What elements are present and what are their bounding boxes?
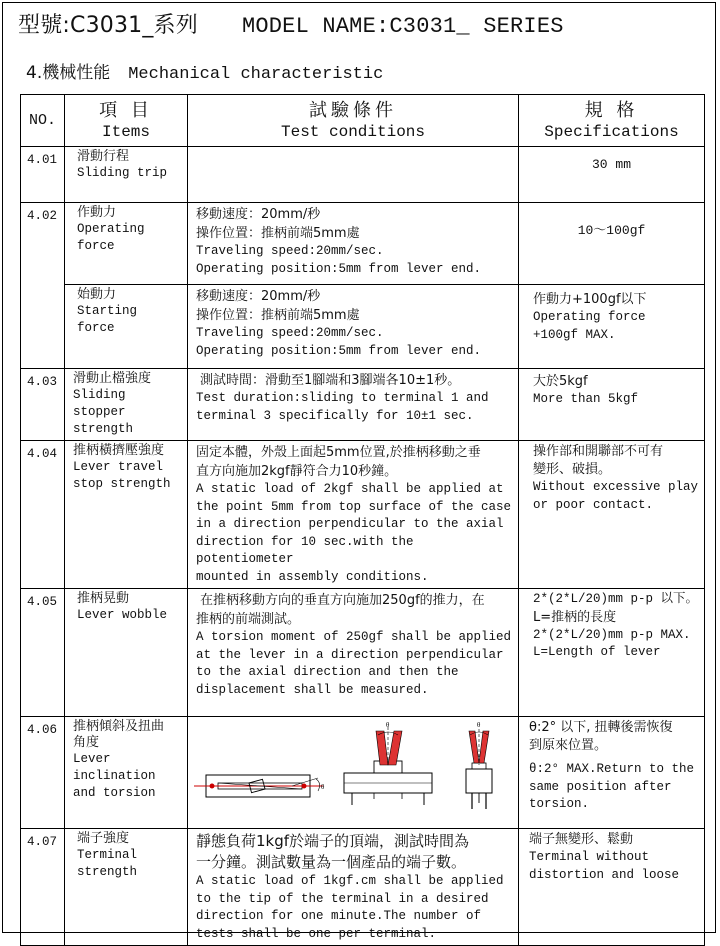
item-cell: 滑動行程 Sliding trip: [65, 147, 188, 203]
row-number: 4.06: [21, 717, 65, 829]
test-condition-cell: [188, 717, 519, 829]
spec-cell: 操作部和開聯部不可有 變形、破損。 Without excessive play or poor contact.: [519, 441, 705, 589]
test-condition-cell: 移動速度：20mm/秒 操作位置：推柄前端5mm處 Traveling speed:20mm/sec. Operating position:5mm from lever end.: [188, 285, 519, 369]
table-row: [21, 829, 705, 946]
col-items: 項 目 Items: [65, 95, 188, 147]
item-cell: 作動力 Operating force: [65, 203, 188, 285]
table-header-row: [21, 95, 705, 147]
item-cell: 始動力 Starting force: [65, 285, 188, 369]
page-title: [18, 8, 564, 39]
spec-cell: θ:2° 以下, 扭轉後需恢復 到原來位置。 θ:2° MAX.Return to the same position after torsion.: [519, 717, 705, 829]
test-condition-cell: 靜態負荷1kgf於端子的頂端，測試時間為 一分鐘。測試數量為一個產品的端子數。 A static load of 1kgf.cm shall be applied to the tip of the terminal in a desired direction for one minute.The number of tests shall be one per terminal.: [188, 829, 519, 946]
table-row: [21, 589, 705, 717]
model-name-en: MODEL NAME:C3031_ SERIES: [241, 14, 564, 39]
spec-cell: 端子無變形、鬆動 Terminal without distortion and loose: [519, 829, 705, 946]
section-heading: [26, 58, 383, 84]
col-specifications: 規 格 Specifications: [519, 95, 705, 147]
section-name: Mechanical characteristic: [128, 65, 384, 84]
mechanical-characteristics-table: [20, 94, 705, 946]
row-number: 4.02: [21, 203, 65, 369]
row-number: 4.04: [21, 441, 65, 589]
test-condition-cell: 移動速度：20mm/秒 操作位置：推柄前端5mm處 Traveling speed:20mm/sec. Operating position:5mm from lever end.: [188, 203, 519, 285]
item-cell: 滑動止檔強度 Sliding stopper strength: [65, 369, 188, 441]
col-test-conditions: 試驗條件 Test conditions: [188, 95, 519, 147]
row-number: 4.05: [21, 589, 65, 717]
theta-label: θ: [321, 783, 325, 791]
model-name-cn: 型號:C3031_系列: [18, 13, 198, 38]
row-number: 4.07: [21, 829, 65, 946]
theta-label: θ: [386, 721, 390, 729]
row-number: 4.01: [21, 147, 65, 203]
col-no: NO.: [21, 95, 65, 147]
lever-inclination-diagram: [188, 717, 518, 823]
table-row: [21, 147, 705, 203]
test-condition-cell: [188, 147, 519, 203]
slider-side-view: [344, 721, 432, 805]
test-condition-cell: 固定本體，外殼上面起5mm位置,於推柄移動之垂 直方向施加2kgf靜符合力10秒鐘。 A static load of 2kgf shall be applied at the point 5mm from top surface of the case in a direction perpendicular to the axial direction for 10 sec.with the potentiometer mounted in assembly conditions.: [188, 441, 519, 589]
theta-label: θ: [477, 721, 481, 729]
section-number: 4.機械性能: [26, 63, 111, 83]
item-cell: 推柄晃動 Lever wobble: [65, 589, 188, 717]
slider-top-view: [194, 775, 325, 797]
table-row: [21, 717, 705, 829]
spec-cell: 30 mm: [519, 147, 705, 203]
item-cell: 推柄傾斜及扭曲 角度 Lever inclination and torsion: [65, 717, 188, 829]
table-row: [21, 441, 705, 589]
table-row: [21, 369, 705, 441]
row-number: 4.03: [21, 369, 65, 441]
spec-cell: 大於5kgf More than 5kgf: [519, 369, 705, 441]
spec-cell: 10～100gf: [519, 203, 705, 285]
test-condition-cell: 在推柄移動方向的垂直方向施加250gf的推力，在 推柄的前端測試。 A torsion moment of 250gf shall be applied at the lever in a direction perpendicular to the axial direction and then the displacement shall be measured.: [188, 589, 519, 717]
item-cell: 端子強度 Terminal strength: [65, 829, 188, 946]
slider-end-view: [466, 721, 492, 809]
spec-cell: 作動力+100gf以下 Operating force +100gf MAX.: [519, 285, 705, 369]
table-row: [21, 203, 705, 285]
table-row: [21, 285, 705, 369]
item-cell: 推柄橫擠壓強度 Lever travel stop strength: [65, 441, 188, 589]
test-condition-cell: 測試時間：滑動至1腳端和3腳端各10±1秒。 Test duration:sliding to terminal 1 and terminal 3 specifically for 10±1 sec.: [188, 369, 519, 441]
spec-cell: 2*(2*L/20)mm p-p 以下。 L=推柄的長度 2*(2*L/20)mm p-p MAX. L=Length of lever: [519, 589, 705, 717]
